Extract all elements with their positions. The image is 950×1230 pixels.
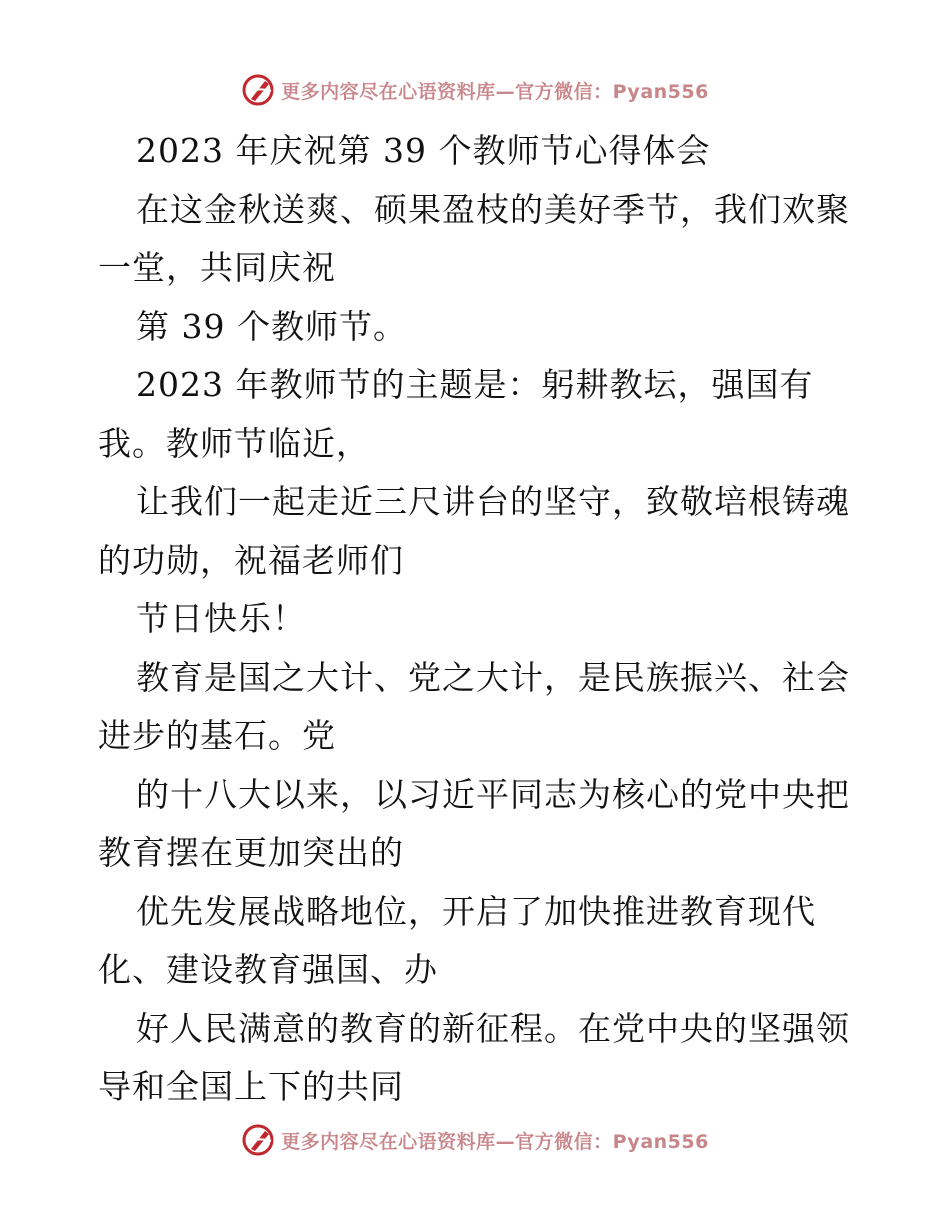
paragraph-line: 在这金秋送爽、硕果盈枝的美好季节，我们欢聚 — [136, 189, 850, 229]
footer-banner-text: 更多内容尽在心语资料库—官方微信：Pyan556 — [281, 1130, 709, 1153]
paragraph-line: 2023 年教师节的主题是：躬耕教坛，强国有 — [136, 365, 814, 404]
paragraph-line: 一堂，共同庆祝 — [98, 248, 336, 287]
document-title: 2023 年庆祝第 39 个教师节心得体会 — [136, 131, 711, 170]
document-body — [98, 122, 858, 1117]
paragraph-line: 节日快乐！ — [136, 599, 306, 638]
paragraph-line: 第 39 个教师节。 — [136, 306, 407, 346]
paragraph-line: 教育摆在更加突出的 — [98, 833, 404, 872]
pen-circle-logo-icon — [241, 1123, 275, 1157]
header-banner — [0, 70, 950, 110]
header-banner-text: 更多内容尽在心语资料库—官方微信：Pyan556 — [281, 80, 709, 103]
paragraph-line: 我。教师节临近， — [98, 423, 370, 463]
paragraph-line: 化、建设教育强国、办 — [98, 950, 438, 989]
paragraph-line: 优先发展战略地位，开启了加快推进教育现代 — [136, 891, 816, 931]
paragraph-line: 的功勋，祝福老师们 — [98, 540, 404, 580]
footer-banner — [0, 1120, 950, 1160]
paragraph-line: 让我们一起走近三尺讲台的坚守，致敬培根铸魂 — [136, 482, 850, 521]
paragraph-line: 好人民满意的教育的新征程。在党中央的坚强领 — [136, 1008, 850, 1048]
paragraph-line: 进步的基石。党 — [98, 716, 336, 755]
pen-circle-logo-icon — [241, 73, 275, 107]
paragraph-line: 教育是国之大计、党之大计，是民族振兴、社会 — [136, 657, 850, 697]
paragraph-line: 导和全国上下的共同 — [98, 1067, 404, 1106]
paragraph-line: 的十八大以来，以习近平同志为核心的党中央把 — [136, 774, 850, 814]
